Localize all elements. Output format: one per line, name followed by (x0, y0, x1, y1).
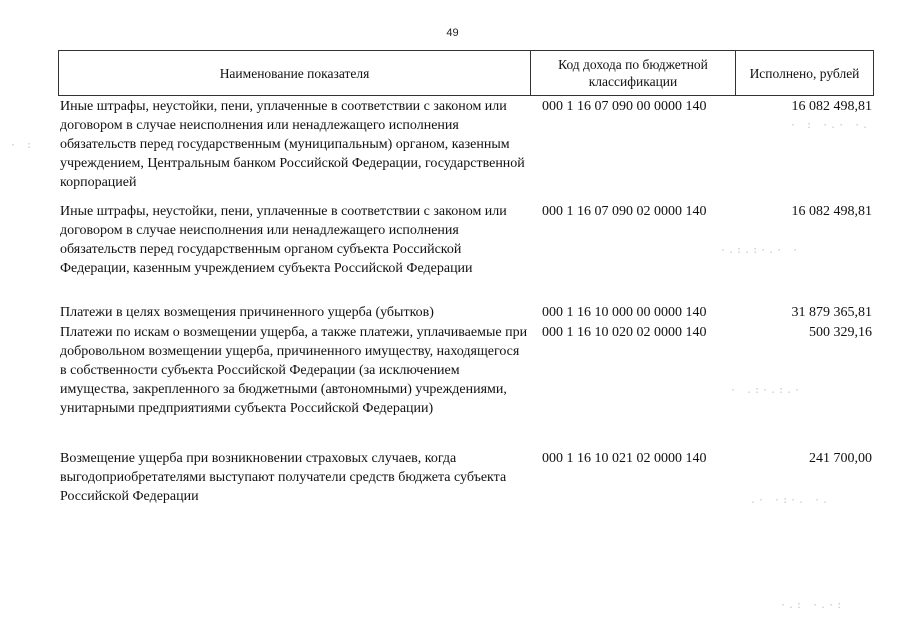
row-amount: 241 700,00 (809, 451, 872, 466)
scan-artifact: · : ·.· ·. (790, 120, 871, 131)
row-name: Иные штрафы, неустойки, пени, уплаченные в соответствии с законом или договором в случае неисполнения или ненадлежащего исполнения обязательств перед государственным органом субъекта Российской Федерации, казенным учреждением субъекта Российской Федерации (60, 204, 507, 276)
scan-artifact: · : (10, 140, 35, 151)
scan-artifact: ·.: ·.·: (780, 600, 845, 611)
page-number: 49 (446, 27, 459, 39)
row-name: Платежи в целях возмещения причиненного ущерба (убытков) (60, 305, 434, 320)
row-amount: 500 329,16 (809, 325, 872, 340)
row-code: 000 1 16 10 000 00 0000 140 (542, 305, 707, 320)
scan-artifact: .· ·:·. ·. (750, 495, 831, 506)
row-code: 000 1 16 07 090 02 0000 140 (542, 204, 707, 219)
row-amount: 16 082 498,81 (791, 204, 872, 219)
header-code: Код дохода по бюджетной классификации (531, 51, 736, 95)
header-name: Наименование показателя (59, 51, 531, 95)
scan-artifact: ·.:.:·.· · (720, 245, 801, 256)
row-name: Возмещение ущерба при возникновении страховых случаев, когда выгодоприобретателями выступают получатели средств бюджета субъекта Российской Федерации (60, 451, 507, 504)
row-amount: 16 082 498,81 (791, 99, 872, 114)
table-header (58, 50, 874, 96)
row-code: 000 1 16 07 090 00 0000 140 (542, 99, 707, 114)
row-name: Иные штрафы, неустойки, пени, уплаченные в соответствии с законом или договором в случае неисполнения или ненадлежащего исполнения обязательств перед государственным (муниципальным) органом, казенным учреждением, Центральным банком Российской Федерации, государственной корпорацией (60, 99, 525, 190)
row-amount: 31 879 365,81 (791, 305, 872, 320)
row-code: 000 1 16 10 021 02 0000 140 (542, 451, 707, 466)
scan-artifact: · .:·.:.· (730, 385, 803, 396)
row-code: 000 1 16 10 020 02 0000 140 (542, 325, 707, 340)
row-name: Платежи по искам о возмещении ущерба, а также платежи, уплачиваемые при добровольном возмещении ущерба, причиненного имуществу, находящегося в собственности субъекта Российской Федерации (за исключением имущества, закрепленного за бюджетными (автономными) учреждениями, унитарными предприятиями субъекта Российской Федерации) (60, 325, 528, 416)
header-amount: Исполнено, рублей (749, 65, 860, 81)
